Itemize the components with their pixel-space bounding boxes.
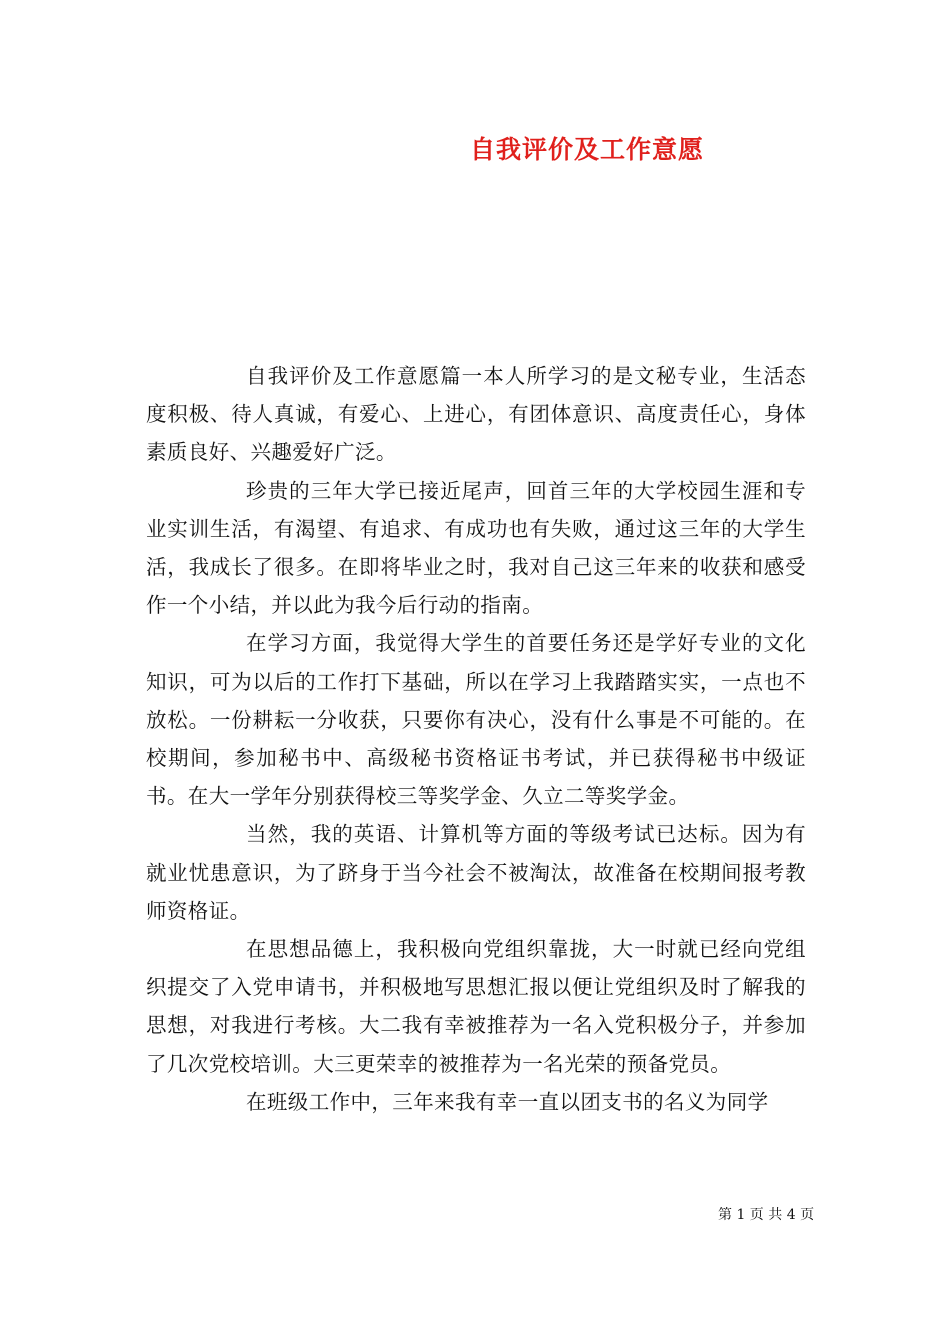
paragraph: 在学习方面，我觉得大学生的首要任务还是学好专业的文化知识，可为以后的工作打下基础，所以在学习上我踏踏实实，一点也不放松。一份耕耘一分收获，只要你有决心，没有什么事是不可能的。在校期间，参加秘书中、高级秘书资格证书考试，并已获得秘书中级证书。在大一学年分别获得校三等奖学金、久立二等奖学金。 xyxy=(146,631,806,809)
paragraph: 在班级工作中，三年来我有幸一直以团支书的名义为同学 xyxy=(246,1089,769,1114)
page-footer: 第 1 页 共 4 页 xyxy=(718,1207,815,1223)
document-body xyxy=(146,357,806,1121)
paragraph: 在思想品德上，我积极向党组织靠拢，大一时就已经向党组织提交了入党申请书，并积极地写思想汇报以便让党组织及时了解我的思想，对我进行考核。大二我有幸被推荐为一名入党积极分子，并参加了几次党校培训。大三更荣幸的被推荐为一名光荣的预备党员。 xyxy=(146,937,806,1076)
document-title: 自我评价及工作意愿 xyxy=(470,135,705,164)
paragraph: 当然，我的英语、计算机等方面的等级考试已达标。因为有就业忧患意识，为了跻身于当今社会不被淘汰，故准备在校期间报考教师资格证。 xyxy=(146,822,806,923)
paragraph: 自我评价及工作意愿篇一本人所学习的是文秘专业，生活态度积极、待人真诚，有爱心、上进心，有团体意识、高度责任心，身体素质良好、兴趣爱好广泛。 xyxy=(146,364,806,465)
paragraph: 珍贵的三年大学已接近尾声，回首三年的大学校园生涯和专业实训生活，有渴望、有追求、有成功也有失败，通过这三年的大学生活，我成长了很多。在即将毕业之时，我对自己这三年来的收获和感受作一个小结，并以此为我今后行动的指南。 xyxy=(146,478,806,618)
